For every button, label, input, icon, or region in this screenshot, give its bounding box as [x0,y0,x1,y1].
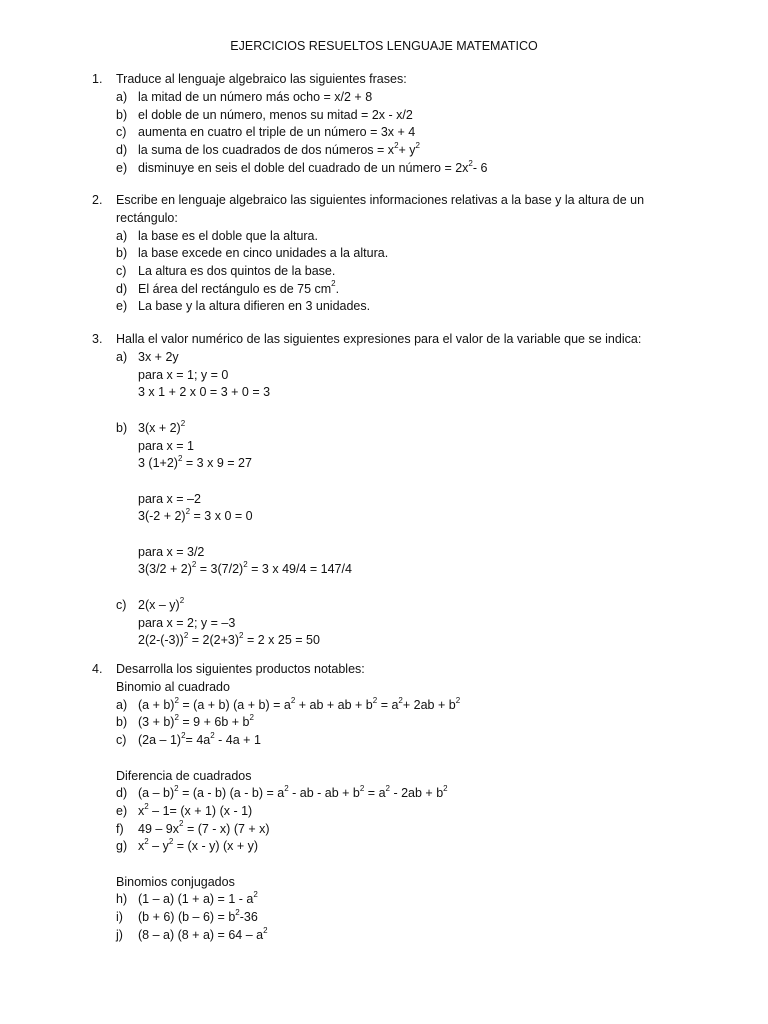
item-d [0,785,768,803]
exercise-heading: Halla el valor numérico de las siguientes expresiones para el valor de la variable que se indica: [116,332,642,346]
item-text: aumenta en cuatro el triple de un número = 3x + 4 [138,125,416,140]
item-line [0,367,768,385]
item-e [0,298,768,316]
item-label: b) [116,246,128,261]
item-text: $2(2-(-3))^2 = 2(2+3)^2 = 2$ x 25 = 50 [138,631,320,648]
item-line [0,438,768,456]
item-text: 3x + 2y [138,350,179,364]
item-text: para x = 2; y = –3 [138,615,236,630]
subheading [0,750,768,768]
item-line [0,402,768,420]
exercise-heading: Escribe en lenguaje algebraico las siguientes informaciones relativas a la base y la altura de un rectángulo: [116,193,645,225]
exercise-number: 4. [92,662,103,676]
item-text: La base y la altura difieren en 3 unidades. [138,299,371,314]
item-text: 3 x 1 + 2 x 0 = 3 + 0 = 3 [138,385,271,400]
exercise-number: 3. [92,332,103,346]
subheading [0,679,768,697]
item-text: 3 $(1+2)^2 = 3$ x 9 = 27 [138,454,252,471]
item-a [0,349,768,367]
item-label: b) [116,420,128,435]
item-label: c) [116,263,127,278]
item-text: la base excede en cinco unidades a la altura. [138,246,389,261]
item-text: el doble de un número, menos su mitad = 2x - x/2 [138,107,413,122]
item-text: (1 – a) $(1 + a) = 1 - a^2$ [138,890,258,907]
item-text: para x = –2 [138,491,201,506]
item-f [0,821,768,839]
item-a [0,228,768,246]
item-b [0,107,768,125]
subheading [0,856,768,874]
item-text: la suma de los cuadrados de dos números = $x^2+ y^2$ [138,140,420,158]
item-i [0,909,768,927]
item-c [0,263,768,281]
item-label: g) [116,839,128,854]
item-line [0,579,768,597]
item-text: $x^2 - 1= (x + 1)$ (x - 1) [138,801,253,818]
item-text: (8 – a) $(8 + a) = 64 - a^2$ [138,925,268,942]
item-text: La altura es dos quintos de la base. [138,263,336,278]
item-label: b) [116,715,128,730]
item-c [0,124,768,142]
item-text: $3(-2 + 2)^2 = 3$ x 0 = 0 [138,507,253,524]
page-title: EJERCICIOS RESUELTOS LENGUAJE MATEMATICO [230,39,538,53]
item-c [0,732,768,750]
item-b [0,245,768,263]
item-text: Binomio al cuadrado [116,680,230,694]
exercise-number: 1. [92,72,103,86]
item-label: d) [116,143,128,158]
exercise-number: 2. [92,193,103,207]
item-d [0,142,768,160]
item-label: i) [116,910,123,925]
item-label: c) [116,733,127,748]
item-text: para x = 1; y = 0 [138,367,229,382]
item-text: Diferencia de cuadrados [116,768,252,783]
subheading [0,768,768,786]
item-a [0,697,768,715]
item-b [0,714,768,732]
item-text: 2(x – y)$^2$ [138,595,185,612]
item-h [0,891,768,909]
item-label: f) [116,821,124,836]
exercise-heading: Desarrolla los siguientes productos notables: [116,662,365,676]
item-label: d) [116,281,128,296]
item-text: $(2a - 1)^2= 4a^2 - 4a + 1$ [138,730,261,748]
item-label: a) [116,228,128,243]
item-line [0,615,768,633]
item-line [0,384,768,402]
item-label: c) [116,597,127,612]
item-text: la mitad de un número más ocho = x/2 + 8 [138,90,373,104]
subheading [0,874,768,892]
item-line [0,508,768,526]
item-text: (b + 6) $(b - 6) = b^2-36$ [138,907,258,925]
item-line [0,561,768,579]
item-d [0,281,768,299]
item-label: j) [116,927,123,942]
item-line [0,455,768,473]
item-a [0,89,768,107]
item-label: d) [116,786,128,801]
item-text: Binomios conjugados [116,874,235,889]
item-text: para x = 3/2 [138,544,205,559]
item-text: la base es el doble que la altura. [138,228,318,243]
item-text: disminuye en seis el doble del cuadrado de un número = $2x^2-$ 6 [138,158,488,175]
item-text: $x^2 - y^2 = (x - y) (x + y)$ [138,837,259,854]
exercise-heading: Traduce al lenguaje algebraico las siguientes frases: [116,72,407,86]
item-text: $3(3/2 + 2)^2 = 3(7/2)^2 = 3$ x 49/4 = 147/4 [138,560,352,577]
item-text: El área del rectángulo es de 75 $cm^2$. [138,279,340,296]
item-line [0,544,768,562]
item-text: $3(x + 2)^2$ [138,418,186,435]
item-line [0,632,768,650]
item-e [0,160,768,178]
item-text: $(3 + b)^2 = 9 + 6b + b^2$ [138,713,254,730]
item-label: h) [116,892,128,907]
item-line [0,491,768,509]
item-label: c) [116,125,127,140]
item-text: (a – b)$^2$ = (a - b) $(a - b) = a^2$ - ab - ab + $b^2 = a^2 - 2ab + b^2$ [138,784,448,801]
item-e [0,803,768,821]
item-line [0,526,768,544]
item-label: e) [116,803,128,818]
item-label: a) [116,350,128,364]
item-text: $49 - 9x^2 = (7 - x) (7 + x)$ [138,819,270,836]
item-label: e) [116,299,128,314]
item-label: b) [116,107,128,122]
item-text: para x = 1 [138,438,194,453]
item-label: e) [116,160,128,175]
item-label: a) [116,90,128,104]
item-j [0,927,768,945]
item-c [0,597,768,615]
item-line [0,473,768,491]
item-label: a) [116,697,128,712]
item-g [0,838,768,856]
item-text: $(a + b)^2 = (a + b)$ $(a + b) = a^2$ + ab + ab + $b^2 = a^2+ 2ab + b^2$ [138,695,461,712]
item-b [0,420,768,438]
